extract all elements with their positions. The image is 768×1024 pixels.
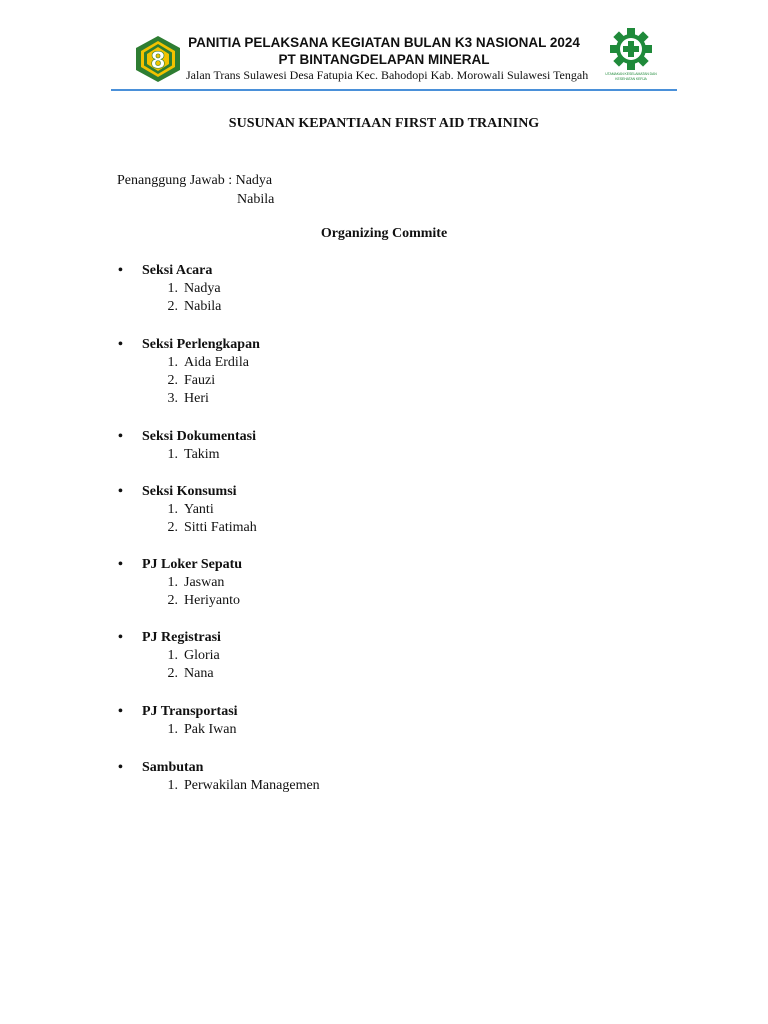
responsible-row xyxy=(117,171,274,190)
member-name: Aida Erdila xyxy=(184,355,249,370)
member-name: Nadya xyxy=(184,281,221,296)
section-title: Seksi Dokumentasi xyxy=(142,429,256,444)
responsible-name: Nabila xyxy=(237,192,275,207)
member-number: 1. xyxy=(167,281,178,296)
member-number: 1. xyxy=(167,447,178,462)
member-name: Perwakilan Managemen xyxy=(184,778,320,793)
member-number: 3. xyxy=(167,391,178,406)
member-number: 1. xyxy=(167,502,178,517)
member-item xyxy=(118,519,257,537)
member-number: 2. xyxy=(167,593,178,608)
member-item xyxy=(118,777,320,795)
section-heading xyxy=(118,262,221,280)
member-item xyxy=(118,574,242,592)
member-item xyxy=(118,446,256,464)
bullet: • xyxy=(118,263,123,278)
section-pj-loker-sepatu xyxy=(118,556,242,610)
company-name: PT BINTANGDELAPAN MINERAL xyxy=(278,52,490,67)
member-name: Nabila xyxy=(184,299,222,314)
bullet: • xyxy=(118,704,123,719)
section-title: Seksi Perlengkapan xyxy=(142,337,260,352)
section-heading xyxy=(118,336,260,354)
member-item xyxy=(118,354,260,372)
section-heading xyxy=(118,759,320,777)
bullet: • xyxy=(118,630,123,645)
bullet: • xyxy=(118,760,123,775)
k3-logo-caption: UTAMAKAN KESELAMATAN DAN KESEHATAN KERJA xyxy=(605,72,657,81)
section-seksi-dokumentasi xyxy=(118,428,256,464)
section-title: Seksi Konsumsi xyxy=(142,484,237,499)
section-heading xyxy=(118,629,221,647)
letterhead xyxy=(0,0,768,95)
member-item xyxy=(118,592,242,610)
member-item xyxy=(118,298,221,316)
member-item xyxy=(118,280,221,298)
member-name: Fauzi xyxy=(184,373,216,388)
section-pj-registrasi xyxy=(118,629,221,683)
section-seksi-perlengkapan xyxy=(118,336,260,408)
member-number: 1. xyxy=(167,778,178,793)
section-title: Sambutan xyxy=(142,760,204,775)
k3-gear-cross-icon xyxy=(603,27,659,71)
member-name: Gloria xyxy=(184,648,220,663)
member-number: 1. xyxy=(167,722,178,737)
section-seksi-acara xyxy=(118,262,221,316)
bullet: • xyxy=(118,484,123,499)
section-heading xyxy=(118,556,242,574)
section-title: PJ Loker Sepatu xyxy=(142,557,243,572)
member-name: Takim xyxy=(184,447,220,462)
member-item xyxy=(118,721,238,739)
section-seksi-konsumsi xyxy=(118,483,257,537)
member-number: 1. xyxy=(167,575,178,590)
company-logo xyxy=(134,35,182,83)
bullet: • xyxy=(118,557,123,572)
section-heading xyxy=(118,703,238,721)
section-sambutan xyxy=(118,759,320,795)
member-name: Jaswan xyxy=(184,575,225,590)
member-item xyxy=(118,372,260,390)
bullet: • xyxy=(118,337,123,352)
member-number: 2. xyxy=(167,299,178,314)
member-item xyxy=(118,390,260,408)
logo-numeral: 8 xyxy=(150,49,166,74)
committee-name: PANITIA PELAKSANA KEGIATAN BULAN K3 NASIONAL 2024 xyxy=(188,35,580,50)
member-name: Nana xyxy=(184,666,214,681)
member-item xyxy=(118,501,257,519)
letterhead-text xyxy=(186,34,589,83)
k3-logo xyxy=(603,27,659,87)
octagon-eight-logo-icon xyxy=(134,35,182,83)
member-item xyxy=(118,665,221,683)
section-title: PJ Transportasi xyxy=(142,704,238,719)
member-number: 2. xyxy=(167,373,178,388)
bullet: • xyxy=(118,429,123,444)
responsible-row xyxy=(117,190,274,209)
company-address: Jalan Trans Sulawesi Desa Fatupia Kec. Bahodopi Kab. Morowali Sulawesi Tengah xyxy=(186,68,589,82)
member-name: Heriyanto xyxy=(184,593,240,608)
responsible-label: Penanggung Jawab : xyxy=(117,173,236,188)
member-name: Heri xyxy=(184,391,209,406)
responsible-block xyxy=(117,171,274,209)
section-pj-transportasi xyxy=(118,703,238,739)
responsible-name: Nadya xyxy=(235,173,273,188)
section-heading xyxy=(118,483,257,501)
section-title: Seksi Acara xyxy=(142,263,213,278)
member-number: 2. xyxy=(167,520,178,535)
member-number: 1. xyxy=(167,648,178,663)
section-heading xyxy=(118,428,256,446)
header-divider xyxy=(111,89,677,91)
member-name: Pak Iwan xyxy=(184,722,237,737)
member-item xyxy=(118,647,221,665)
committee-heading: Organizing Commite xyxy=(320,226,448,241)
member-name: Sitti Fatimah xyxy=(184,520,257,535)
member-name: Yanti xyxy=(184,502,214,517)
document-title: SUSUNAN KEPANTIAAN FIRST AID TRAINING xyxy=(228,116,540,131)
member-number: 2. xyxy=(167,666,178,681)
member-number: 1. xyxy=(167,355,178,370)
section-title: PJ Registrasi xyxy=(142,630,221,645)
